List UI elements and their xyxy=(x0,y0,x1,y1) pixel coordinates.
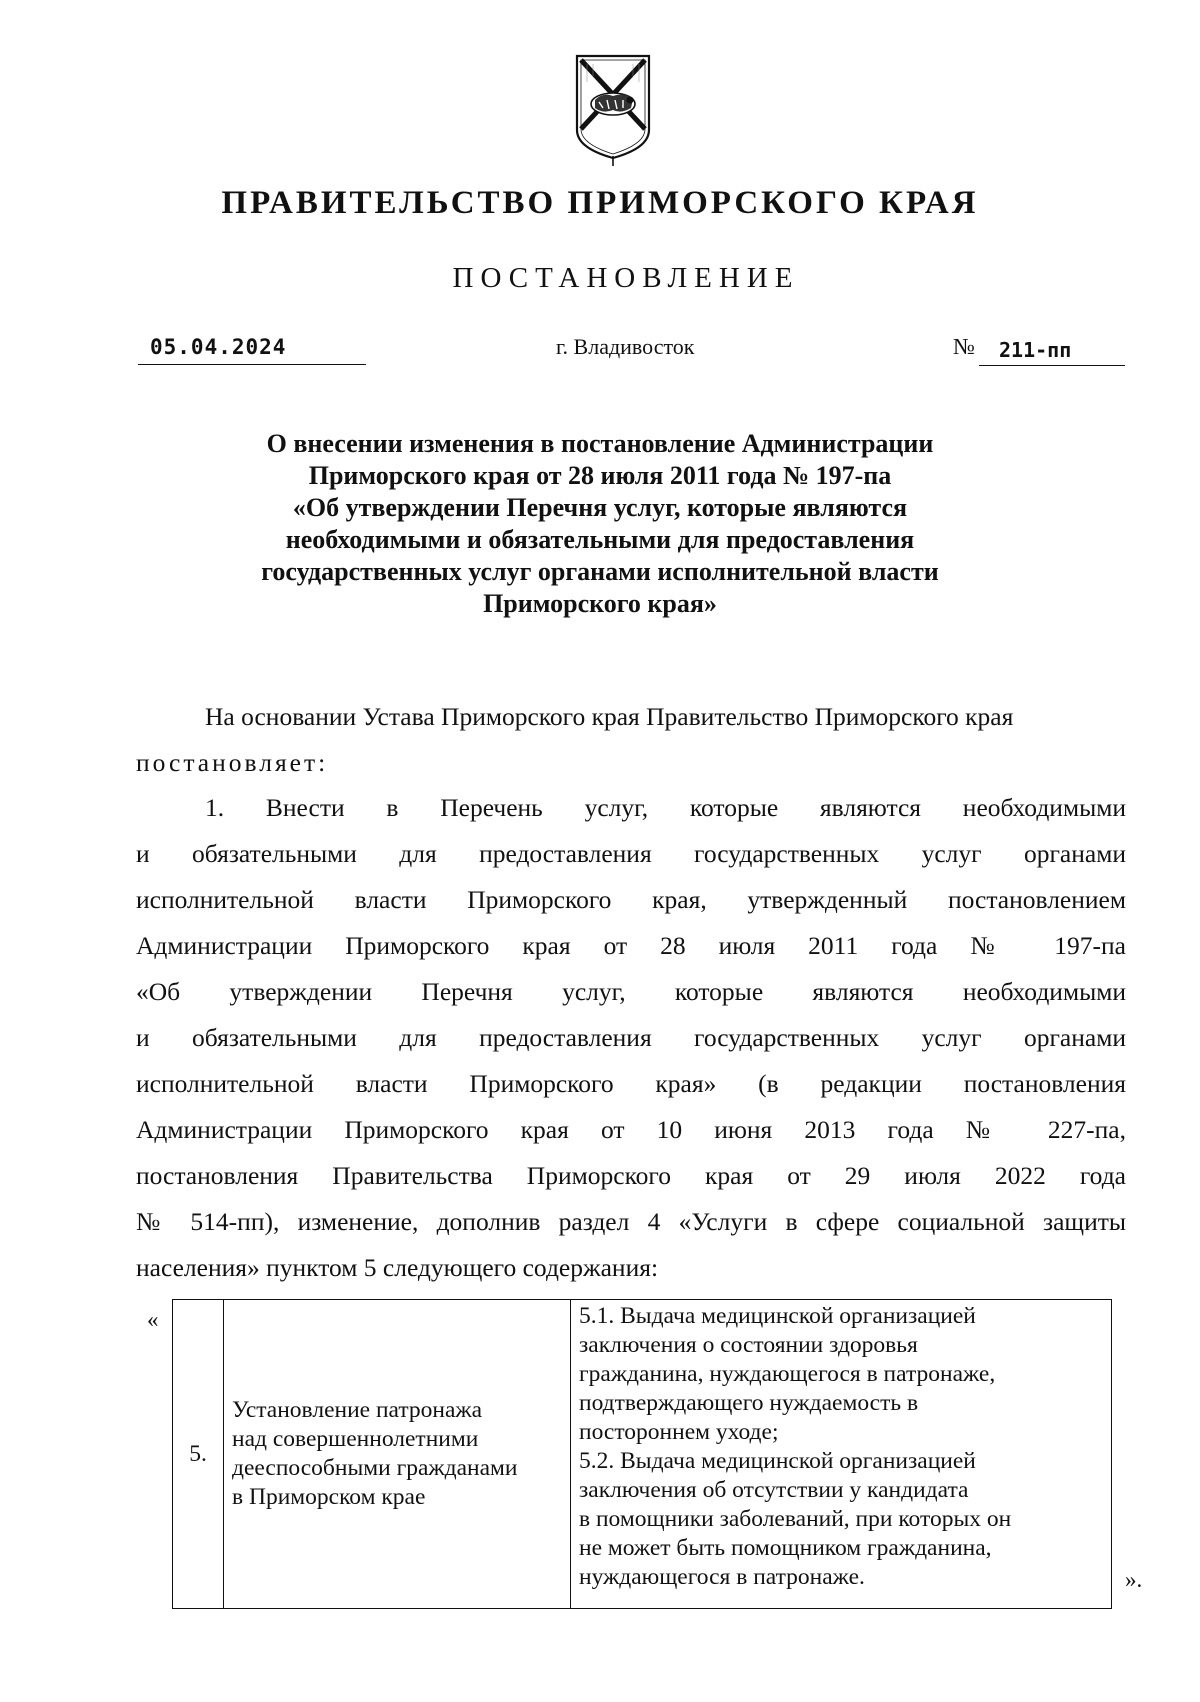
heading-line: «Об утверждении Перечня услуг, которые являются xyxy=(292,493,908,522)
document-date: 05.04.2024 xyxy=(138,335,366,365)
document-city: г. Владивосток xyxy=(556,334,695,359)
clause-line: исполнительной власти Приморского края, утвержденный постановлением xyxy=(136,885,1126,914)
service-name-line: дееспособными гражданами xyxy=(232,1455,518,1481)
clause-line: Администрации Приморского края от 10 июня 2013 года № 227-па, xyxy=(136,1115,1126,1144)
heading-line: необходимыми и обязательными для предоставления xyxy=(285,525,915,554)
heading-line: государственных услуг органами исполнительной власти xyxy=(261,557,939,586)
required-service-line: в помощники заболеваний, при которых он xyxy=(579,1506,1012,1532)
clause-line: Администрации Приморского края от 28 июля 2011 года № 197-па xyxy=(136,931,1126,960)
required-service-line: подтверждающего нуждаемость в xyxy=(579,1390,919,1416)
service-name-line: Установление патронажа xyxy=(232,1397,483,1423)
resolves-word: постановляет: xyxy=(136,748,329,777)
heading-line: Приморского края» xyxy=(483,589,717,618)
clause-line: и обязательными для предоставления государственных услуг органами xyxy=(136,839,1126,868)
required-service-line: гражданина, нуждающегося в патронаже, xyxy=(579,1361,996,1387)
clause-1-paragraph xyxy=(136,785,1126,1291)
document-heading xyxy=(150,428,1050,620)
document-type: ПОСТАНОВЛЕНИЕ xyxy=(452,262,800,294)
clause-line: и обязательными для предоставления государственных услуг органами xyxy=(136,1023,1126,1052)
document-number: 211-пп xyxy=(979,338,1125,366)
clause-line: исполнительной власти Приморского края» (в редакции постановления xyxy=(136,1069,1126,1098)
required-services-cell xyxy=(571,1300,1112,1609)
required-service-line: нуждающегося в патронаже. xyxy=(579,1564,865,1590)
table-row xyxy=(173,1300,1112,1609)
coat-of-arms-icon xyxy=(573,52,653,168)
required-service-line: не может быть помощником гражданина, xyxy=(579,1535,992,1561)
number-sign: № xyxy=(953,334,975,359)
heading-line: О внесении изменения в постановление Администрации xyxy=(266,429,934,458)
required-service-line: заключения о состоянии здоровья xyxy=(579,1332,918,1358)
service-name-cell xyxy=(224,1300,571,1609)
clause-line: населения» пунктом 5 следующего содержания: xyxy=(136,1253,659,1282)
clause-line: «Об утверждении Перечня услуг, которые являются необходимыми xyxy=(136,977,1126,1006)
preamble-paragraph xyxy=(136,694,1126,786)
services-table xyxy=(172,1299,1112,1609)
table-opening-quote: « xyxy=(147,1307,159,1332)
required-service-line: 5.2. Выдача медицинской организацией xyxy=(579,1448,976,1474)
preamble-text: На основании Устава Приморского края Правительство Приморского края xyxy=(205,702,1014,731)
clause-line: № 514-пп), изменение, дополнив раздел 4 «Услуги в сфере социальной защиты xyxy=(136,1207,1126,1236)
table-closing-quote: ». xyxy=(1125,1567,1143,1592)
clause-line: постановления Правительства Приморского края от 29 июля 2022 года xyxy=(136,1161,1126,1190)
row-number-cell: 5. xyxy=(173,1300,224,1609)
service-name-line: над совершеннолетними xyxy=(232,1426,479,1452)
service-name-line: в Приморском крае xyxy=(232,1484,426,1510)
required-service-line: постороннем уходе; xyxy=(579,1419,779,1445)
heading-line: Приморского края от 28 июля 2011 года № 197-па xyxy=(308,461,892,490)
required-service-line: заключения об отсутствии у кандидата xyxy=(579,1477,969,1503)
clause-line: 1. Внести в Перечень услуг, которые являются необходимыми xyxy=(205,793,1126,822)
required-service-line: 5.1. Выдача медицинской организацией xyxy=(579,1303,976,1329)
document-number-block xyxy=(953,334,1125,364)
government-title: ПРАВИТЕЛЬСТВО ПРИМОРСКОГО КРАЯ xyxy=(221,185,979,221)
